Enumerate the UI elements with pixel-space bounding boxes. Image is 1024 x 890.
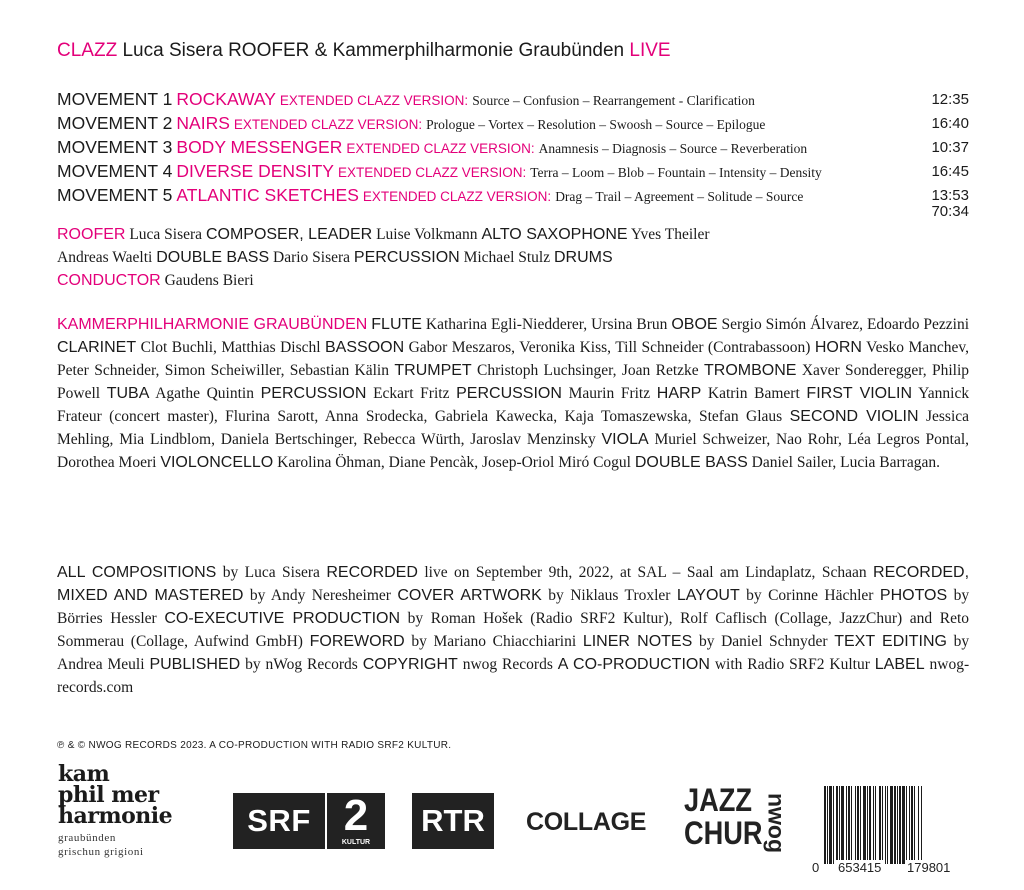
- credit-role: ALL COMPOSITIONS: [57, 564, 217, 581]
- barcode-bar: [897, 786, 898, 864]
- barcode-bar: [863, 786, 866, 864]
- credit-names: Katrin Bamert: [707, 385, 800, 402]
- track-row: [57, 161, 969, 185]
- credit-role: LABEL: [874, 656, 925, 673]
- track-movement: MOVEMENT 4: [57, 161, 173, 181]
- credit-names: by Luca Sisera: [222, 564, 320, 581]
- credit-names: Luca Sisera: [129, 226, 203, 243]
- barcode-bar: [867, 786, 868, 864]
- credit-role: BASSOON: [325, 339, 405, 356]
- kph-logo-line: phil mer: [58, 782, 159, 808]
- track-parts: Terra – Loom – Blob – Fountain – Intensity – Density: [530, 165, 822, 180]
- jazzchur-line-1: JAZZ: [684, 782, 752, 818]
- kph-logo-sub: grischun grigioni: [58, 846, 144, 858]
- credit-role: FOREWORD: [309, 633, 405, 650]
- barcode-bar: [824, 786, 826, 864]
- kph-logo-line: harmonie: [58, 803, 173, 829]
- track-movement: MOVEMENT 2: [57, 113, 173, 133]
- credit-names: Jessica Mehling, Mia Lindblom, Daniela Bertschinger, Rebecca Würth, Jaroslav Menzinsky: [57, 408, 970, 448]
- credit-role: ALTO SAXOPHONE: [481, 226, 628, 243]
- copyright-notice: ℗ & © NWOG RECORDS 2023. A CO-PRODUCTION WITH RADIO SRF2 KULTUR.: [57, 740, 452, 751]
- barcode-bar: [875, 786, 876, 864]
- barcode-bar: [860, 786, 861, 864]
- credit-names: by Andy Neresheimer: [249, 587, 391, 604]
- credit-role: RECORDED, MIXED AND MASTERED: [57, 564, 970, 604]
- credit-role: DRUMS: [554, 249, 613, 266]
- nwog-logo: [762, 788, 790, 858]
- credit-role: HORN: [814, 339, 862, 356]
- track-duration: 16:40: [931, 115, 969, 132]
- barcode-bar: [839, 786, 840, 864]
- barcode-bar: [890, 786, 893, 864]
- track-row: [57, 185, 969, 209]
- credit-role: COMPOSER, LEADER: [205, 226, 373, 243]
- credit-role: PERCUSSION: [260, 385, 367, 402]
- credit-names: by Börries Hessler: [57, 587, 970, 627]
- track-list: [57, 89, 969, 209]
- title-prefix: CLAZZ: [57, 40, 118, 61]
- track-row: [57, 137, 969, 161]
- credit-role: FIRST VIOLIN: [806, 385, 913, 402]
- track-row: [57, 89, 969, 113]
- credit-names: Katharina Egli-Niedderer, Ursina Brun: [425, 316, 668, 333]
- title-middle: Luca Sisera ROOFER & Kammerphilharmonie Graubünden: [122, 40, 625, 61]
- barcode-bar: [855, 786, 856, 864]
- track-parts: Drag – Trail – Agreement – Solitude – Source: [555, 189, 804, 204]
- barcode-bar: [914, 786, 915, 864]
- credit-names: Andreas Waelti: [57, 249, 153, 266]
- credit-names: Muriel Schweizer, Nao Rohr, Léa Legros Pontal, Dorothea Moeri: [57, 431, 970, 471]
- credit-names: by Mariano Chiacchiarini: [411, 633, 577, 650]
- credit-role: DOUBLE BASS: [156, 249, 270, 266]
- track-duration: 12:35: [931, 91, 969, 108]
- kph-logo-sub: graubünden: [58, 832, 116, 844]
- credit-names: Yannick Frateur (concert master), Flurina Sarott, Anna Srodecka, Gabriela Kawecka, Kaja Tomaszewska, Stefan Glaus: [57, 385, 970, 425]
- orchestra-lineup: [57, 313, 969, 474]
- barcode-bars: [810, 786, 970, 864]
- production-credits: [57, 561, 969, 699]
- barcode-bar: [879, 786, 881, 864]
- credit-role: PERCUSSION: [456, 385, 562, 402]
- credit-role: TUBA: [106, 385, 150, 402]
- credit-names: by Andrea Meuli: [57, 633, 970, 673]
- credit-names: by Daniel Schnyder: [698, 633, 828, 650]
- credit-role: COVER ARTWORK: [397, 587, 542, 604]
- credit-role: OBOE: [671, 316, 718, 333]
- barcode-bar: [869, 786, 871, 864]
- kammerphilharmonie-logo: [58, 761, 218, 859]
- credit-names: by Corinne Hächler: [746, 587, 874, 604]
- barcode-bar: [836, 786, 838, 864]
- track-name: ATLANTIC SKETCHES: [176, 185, 359, 205]
- credit-names: by nWog Records: [245, 656, 358, 673]
- srf2-number: 2: [343, 791, 369, 840]
- barcode-bar: [829, 786, 832, 864]
- credit-names: Xaver Sonderegger, Philip Powell: [57, 362, 970, 402]
- credit-names: Agathe Quintin: [155, 385, 254, 402]
- track-duration: 13:53: [931, 187, 969, 204]
- credit-role: TEXT EDITING: [834, 633, 947, 650]
- track-duration: 16:45: [931, 163, 969, 180]
- rtr-logo: RTR: [412, 793, 494, 849]
- credit-role: COPYRIGHT: [362, 656, 458, 673]
- credit-role: DOUBLE BASS: [634, 454, 748, 471]
- barcode-bar: [846, 786, 847, 864]
- srf2-kultur-logo: [327, 793, 385, 849]
- track-name: BODY MESSENGER: [176, 137, 343, 157]
- barcode-bar: [848, 786, 850, 864]
- barcode-digit: 0: [812, 860, 820, 875]
- credit-names: Michael Stulz: [463, 249, 551, 266]
- barcode-bar: [873, 786, 874, 864]
- barcode: [810, 786, 970, 888]
- credit-names: Dario Sisera: [273, 249, 351, 266]
- track-name: NAIRS: [176, 113, 230, 133]
- track-movement: MOVEMENT 3: [57, 137, 173, 157]
- credit-names: Gabor Meszaros, Veronika Kiss, Till Schneider (Contrabassoon): [408, 339, 811, 356]
- credit-role: A CO-PRODUCTION: [557, 656, 710, 673]
- credit-names: Luise Volkmann: [376, 226, 478, 243]
- barcode-bar: [921, 786, 922, 864]
- track-duration: 10:37: [931, 139, 969, 156]
- track-parts: Anamnesis – Diagnosis – Source – Reverberation: [538, 141, 808, 156]
- barcode-digit: 179801: [907, 860, 951, 875]
- credit-role: PERCUSSION: [353, 249, 460, 266]
- credit-role: ROOFER: [57, 226, 126, 243]
- barcode-bar: [894, 786, 896, 864]
- track-movement: MOVEMENT 5: [57, 185, 173, 205]
- track-parts: Prologue – Vortex – Resolution – Swoosh – Source – Epilogue: [426, 117, 766, 132]
- barcode-bar: [911, 786, 913, 864]
- credit-role: HARP: [656, 385, 702, 402]
- barcode-bar: [918, 786, 919, 864]
- barcode-bar: [882, 786, 883, 864]
- nwog-logo-text: nwog: [763, 792, 790, 854]
- jazzchur-logo: [684, 784, 763, 850]
- album-title: [57, 40, 671, 62]
- credit-names: Sergio Simón Álvarez, Edoardo Pezzini: [721, 316, 970, 333]
- credit-role: CLARINET: [57, 339, 137, 356]
- barcode-digit: 653415: [838, 860, 882, 875]
- barcode-bar: [906, 786, 907, 864]
- credit-names: Vesko Manchev, Peter Schneider, Simon Scheiwiller, Sebastian Kälin: [57, 339, 969, 379]
- credit-role: LINER NOTES: [582, 633, 693, 650]
- credit-names: Eckart Fritz: [373, 385, 450, 402]
- credit-names: Gaudens Bieri: [164, 272, 254, 289]
- track-version: EXTENDED CLAZZ VERSION:: [362, 189, 552, 204]
- credit-role: PHOTOS: [879, 587, 948, 604]
- logo-strip: [0, 760, 1024, 890]
- jazzchur-line-2: CHUR: [684, 815, 763, 851]
- track-version: EXTENDED CLAZZ VERSION:: [346, 141, 535, 156]
- track-version: EXTENDED CLAZZ VERSION:: [337, 165, 527, 180]
- credit-names: Maurin Fritz: [568, 385, 651, 402]
- barcode-bar: [899, 786, 901, 864]
- credit-role: TRUMPET: [394, 362, 472, 379]
- title-suffix: LIVE: [629, 40, 671, 61]
- credit-role: LAYOUT: [676, 587, 740, 604]
- credit-role: FLUTE: [371, 316, 422, 333]
- credit-names: nwog Records: [462, 656, 553, 673]
- credit-role: TROMBONE: [704, 362, 797, 379]
- barcode-bar: [827, 786, 828, 864]
- credit-names: Daniel Sailer, Lucia Barragan.: [751, 454, 940, 471]
- track-version: EXTENDED CLAZZ VERSION:: [279, 93, 469, 108]
- track-row: [57, 113, 969, 137]
- barcode-bar: [887, 786, 888, 864]
- credit-role: VIOLONCELLO: [160, 454, 274, 471]
- credit-names: by Roman Hošek (Radio SRF2 Kultur), Rolf Caflisch (Collage, JazzChur) and Reto Sommerau (Collage, Aufwind GmbH): [57, 610, 970, 650]
- credit-names: Karolina Öhman, Diane Pencàk, Josep-Oriol Miró Cogul: [277, 454, 631, 471]
- track-name: DIVERSE DENSITY: [176, 161, 334, 181]
- srf-logo: SRF: [233, 793, 325, 849]
- credit-role: KAMMERPHILHARMONIE GRAUBÜNDEN: [57, 316, 368, 333]
- credit-names: live on September 9th, 2022, at SAL – Saal am Lindaplatz, Schaan: [424, 564, 867, 581]
- credit-names: by Niklaus Troxler: [548, 587, 671, 604]
- track-name: ROCKAWAY: [176, 89, 276, 109]
- barcode-bar: [857, 786, 859, 864]
- track-version: EXTENDED CLAZZ VERSION:: [233, 117, 423, 132]
- barcode-bar: [841, 786, 844, 864]
- credit-role: CONDUCTOR: [57, 272, 161, 289]
- barcode-bar: [909, 786, 910, 864]
- collage-logo: COLLAGE: [526, 808, 647, 836]
- credit-names: with Radio SRF2 Kultur: [714, 656, 870, 673]
- barcode-bar: [833, 786, 834, 864]
- credit-role: CO-EXECUTIVE PRODUCTION: [164, 610, 401, 627]
- credit-names: Christoph Luchsinger, Joan Retzke: [477, 362, 699, 379]
- track-parts: Source – Confusion – Rearrangement - Clarification: [472, 93, 755, 108]
- credit-names: nwog-records.com: [57, 656, 970, 696]
- credit-role: SECOND VIOLIN: [789, 408, 919, 425]
- total-duration: 70:34: [931, 203, 969, 220]
- barcode-bar: [885, 786, 886, 864]
- roofer-lineup: [57, 223, 969, 292]
- credit-role: RECORDED: [326, 564, 418, 581]
- barcode-bar: [902, 786, 905, 864]
- track-movement: MOVEMENT 1: [57, 89, 173, 109]
- credit-names: Clot Buchli, Matthias Dischl: [140, 339, 321, 356]
- barcode-bar: [851, 786, 852, 864]
- credit-names: Yves Theiler: [630, 226, 710, 243]
- credit-role: PUBLISHED: [149, 656, 241, 673]
- kph-logo-line: kam: [58, 761, 110, 787]
- credit-role: VIOLA: [601, 431, 649, 448]
- srf2-text: KULTUR: [341, 839, 371, 846]
